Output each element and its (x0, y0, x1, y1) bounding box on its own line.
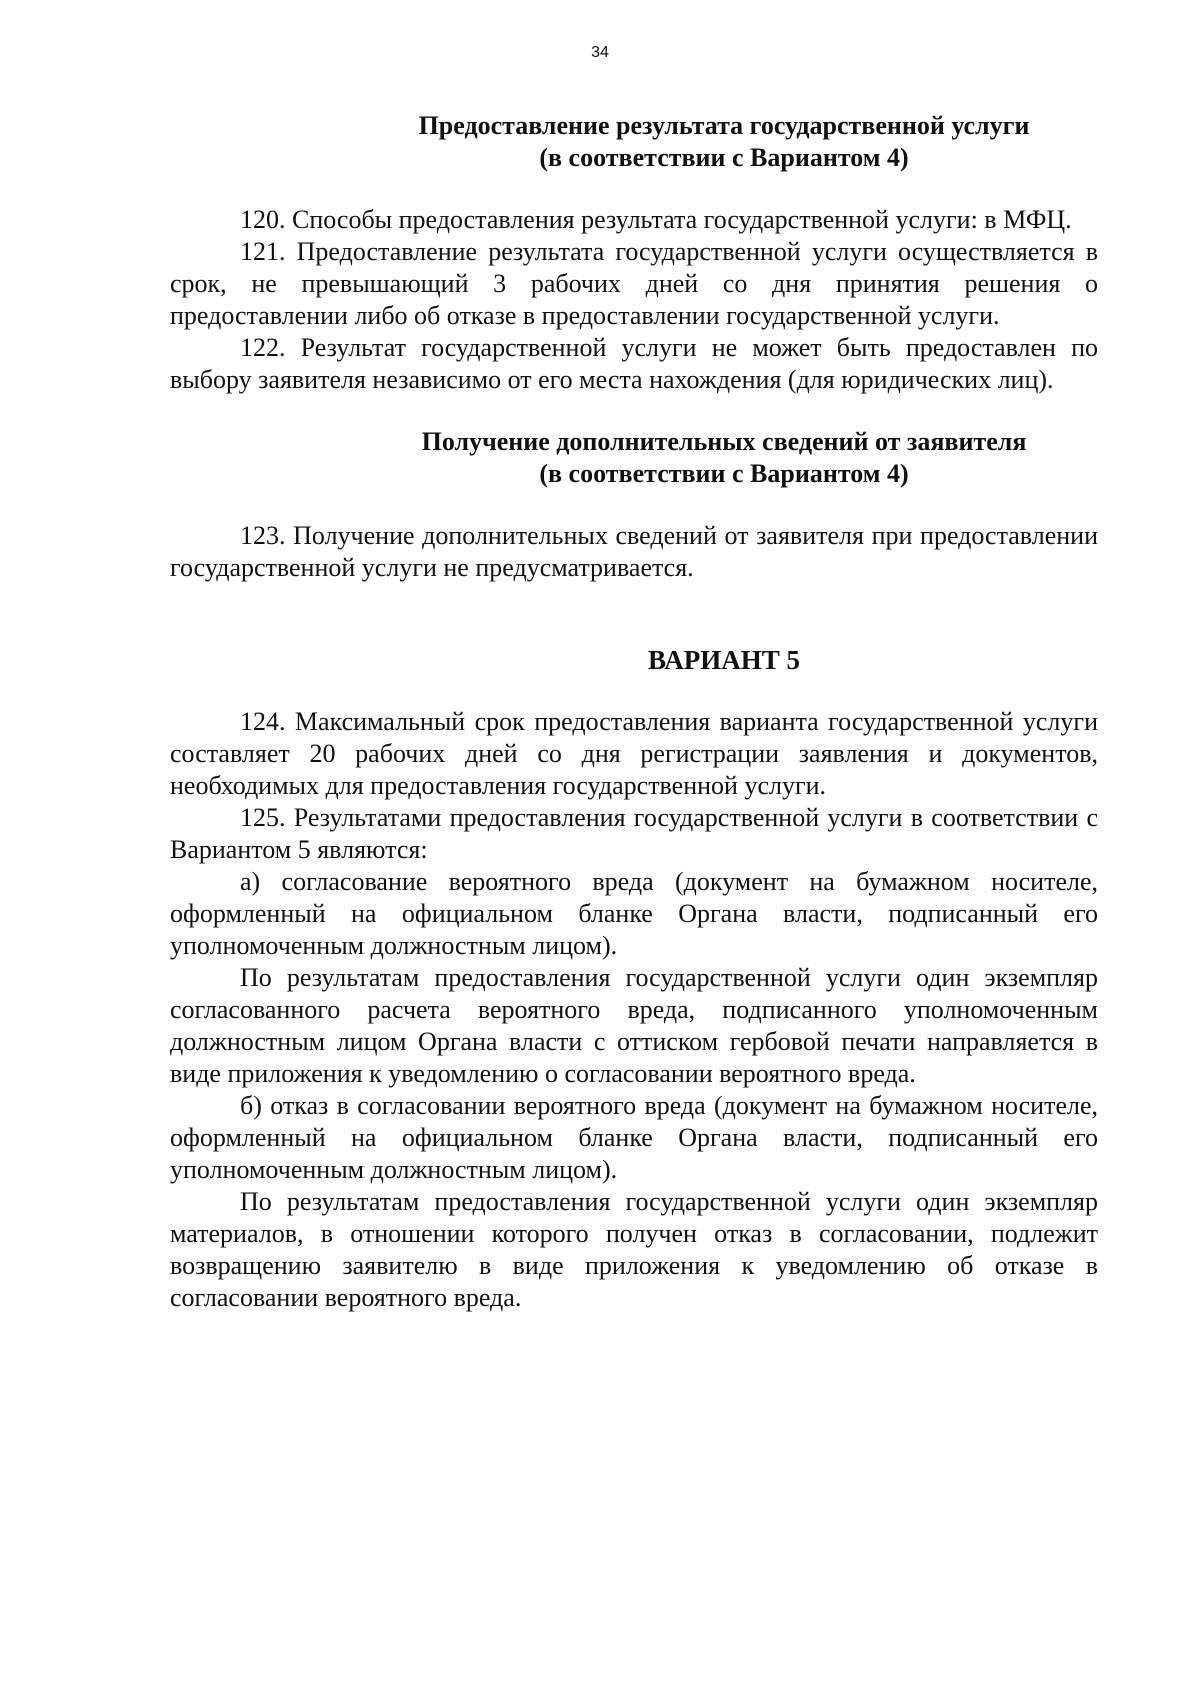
paragraph-120: 120. Способы предоставления результата государственной услуги: в МФЦ. (240, 205, 1072, 234)
paragraph-123: 123. Получение дополнительных сведений от заявителя при предоставлении государственной услуги не предусматривается. (170, 521, 1098, 582)
section-heading-additional-info-line2: (в соответствии с Вариантом 4) (539, 459, 909, 488)
variant-5-title: ВАРИАНТ 5 (647, 645, 801, 675)
paragraph-125-a-note: По результатам предоставления государственной услуги один экземпляр согласованного расчета вероятного вреда, подписанного уполномоченным должностным лицом Органа власти с оттиском гербовой печати направляется в виде приложения к уведомлению о согласовании вероятного вреда. (170, 963, 1098, 1088)
paragraph-122: 122. Результат государственной услуги не может быть предоставлен по выбору заявителя независимо от его места нахождения (для юридических лиц). (170, 333, 1098, 394)
paragraph-125: 125. Результатами предоставления государственной услуги в соответствии с Вариантом 5 являются: (170, 803, 1098, 864)
section-heading-additional-info (350, 426, 1098, 490)
page-number: 34 (591, 44, 609, 61)
paragraph-125-a: а) согласование вероятного вреда (документ на бумажном носителе, оформленный на официальном бланке Органа власти, подписанный его уполномоченным должностным лицом). (170, 867, 1098, 960)
paragraph-124: 124. Максимальный срок предоставления варианта государственной услуги составляет 20 рабочих дней со дня регистрации заявления и документов, необходимых для предоставления государственной услуги. (170, 707, 1098, 800)
paragraph-125-b-note: По результатам предоставления государственной услуги один экземпляр материалов, в отношении которого получен отказ в согласовании, подлежит возвращению заявителю в виде приложения к уведомлению об отказе в согласовании вероятного вреда. (170, 1187, 1098, 1312)
section-heading-additional-info-line1: Получение дополнительных сведений от заявителя (421, 427, 1027, 456)
paragraph-125-b: б) отказ в согласовании вероятного вреда (документ на бумажном носителе, оформленный на официальном бланке Органа власти, подписанный его уполномоченным должностным лицом). (170, 1091, 1098, 1184)
paragraph-121: 121. Предоставление результата государственной услуги осуществляется в срок, не превышающий 3 рабочих дней со дня принятия решения о предоставлении либо об отказе в предоставлении государственной услуги. (170, 237, 1098, 330)
section-heading-result (350, 110, 1098, 174)
page-content (170, 110, 1098, 1314)
section-heading-result-line2: (в соответствии с Вариантом 4) (539, 143, 909, 172)
section-heading-result-line1: Предоставление результата государственной услуги (418, 111, 1030, 140)
